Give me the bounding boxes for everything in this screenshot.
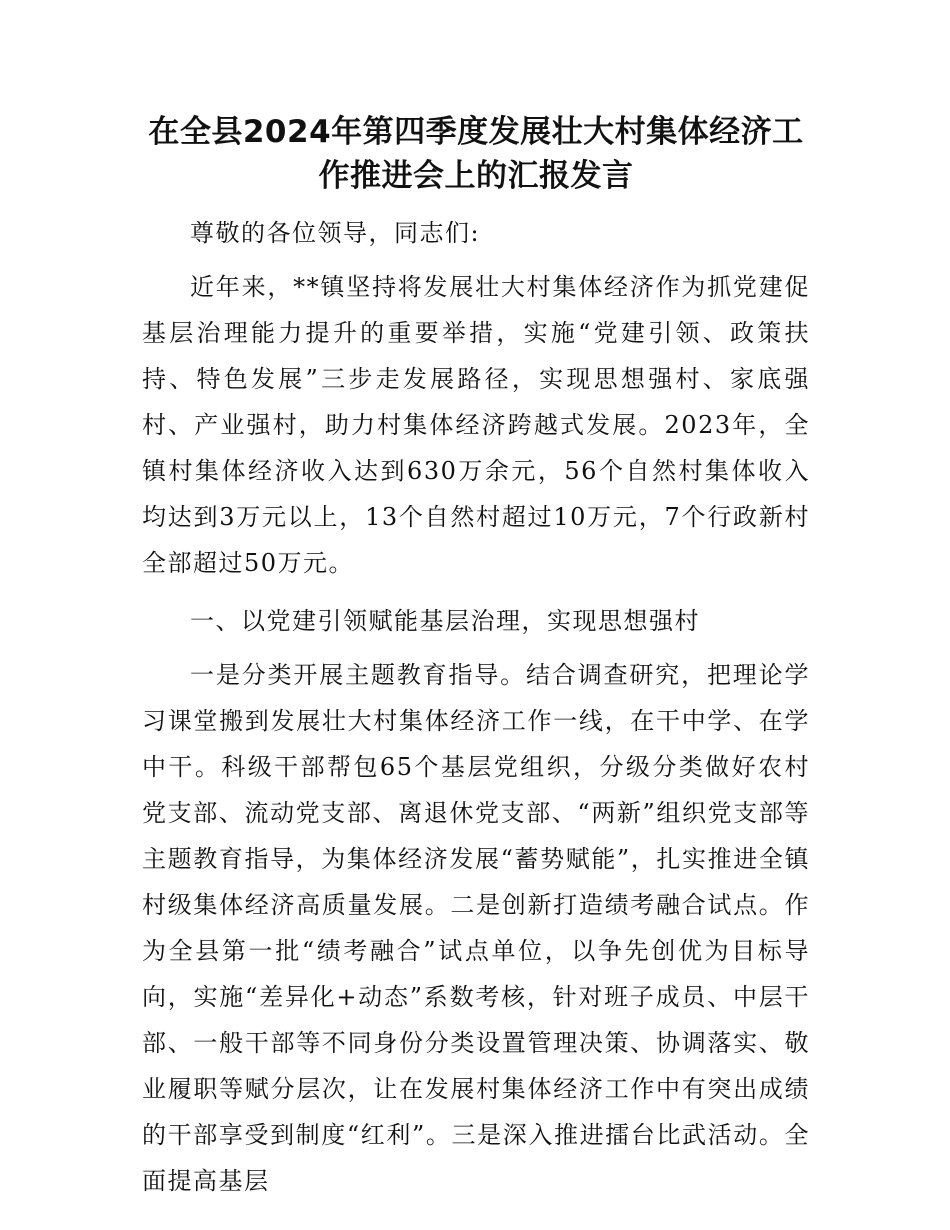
salutation: 尊敬的各位领导，同志们:	[190, 219, 481, 247]
section-body-paragraph: 一是分类开展主题教育指导。结合调查研究，把理论学习课堂搬到发展壮大村集体经济工作一线，在干中学、在学中干。科级干部帮包65个基层党组织，分级分类做好农村党支部、流动党支部、离退休党支部、“两新”组织党支部等主题教育指导，为集体经济发展“蓄势赋能”，扎实推进全镇村级集体经济高质量发展。二是创新打造绩考融合试点。作为全县第一批“绩考融合”试点单位，以争先创优为目标导向，实施“差异化+动态”系数考核，针对班子成员、中层干部、一般干部等不同身份分类设置管理决策、协调落实、敬业履职等赋分层次，让在发展村集体经济工作中有突出成绩的干部享受到制度“红利”。三是深入推进擂台比武活动。全面提高基层	[142, 661, 810, 1195]
document-title: 在全县2024年第四季度发展壮大村集体经济工作推进会上的汇报发言	[148, 114, 804, 194]
section-heading: 一、以党建引领赋能基层治理，实现思想强村	[190, 607, 700, 635]
intro-paragraph: 近年来，**镇坚持将发展壮大村集体经济作为抓党建促基层治理能力提升的重要举措，实施“党建引领、政策扶持、特色发展”三步走发展路径，实现思想强村、家底强村、产业强村，助力村集体经济跨越式发展。2023年，全镇村集体经济收入达到630万余元，56个自然村集体收入均达到3万元以上，13个自然村超过10万元，7个行政新村全部超过50万元。	[142, 273, 810, 577]
